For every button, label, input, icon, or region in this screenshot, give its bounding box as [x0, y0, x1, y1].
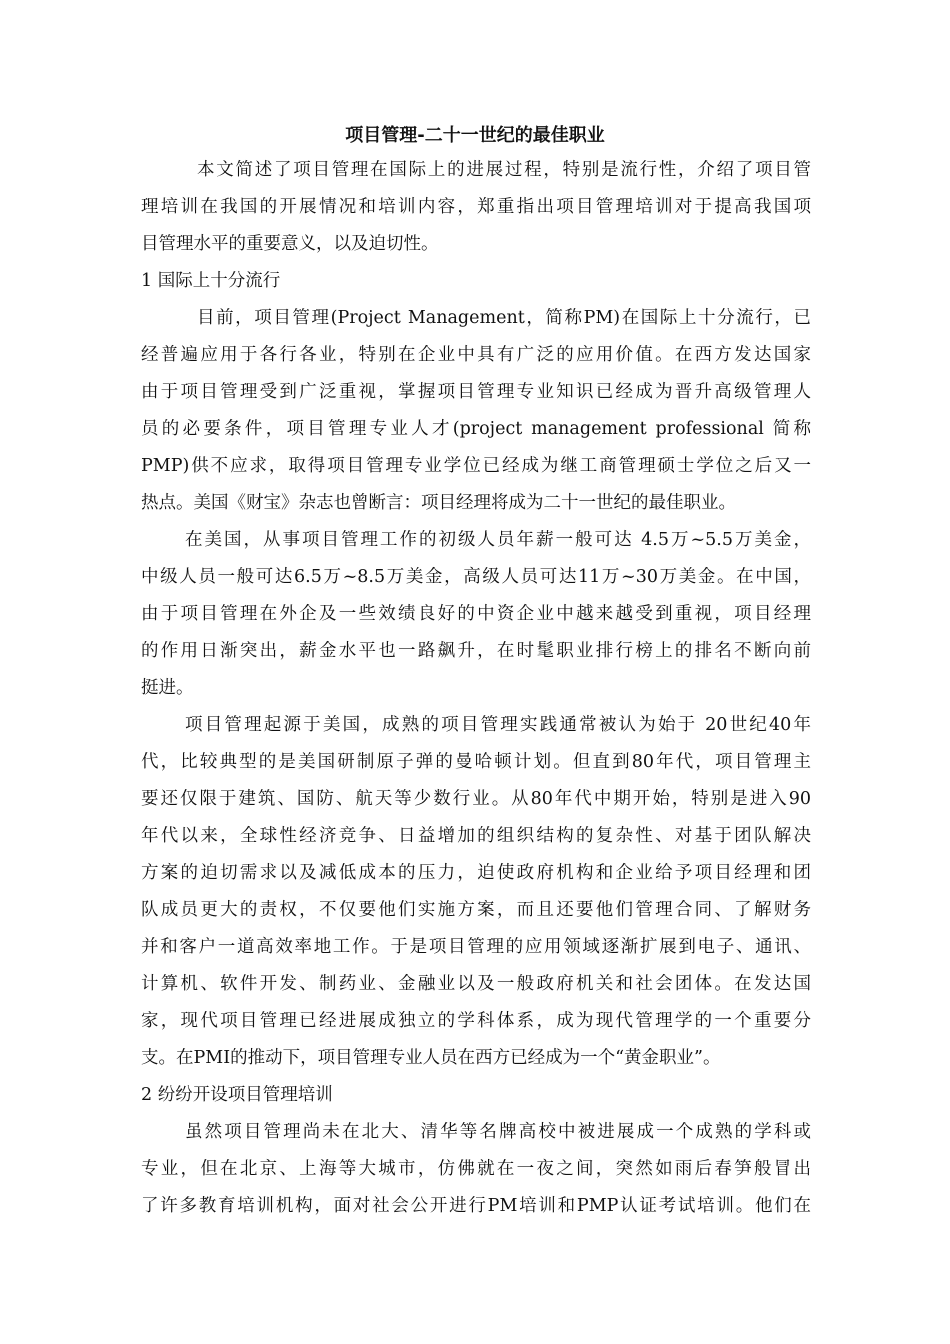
text-line: 目前，项目管理(Project Management，简称PM)在国际上十分流行，已	[197, 308, 811, 328]
text-line: 了许多教育培训机构，面对社会公开进行PM培训和PMP认证考试培训。他们在	[141, 1196, 811, 1216]
text-line: 目管理水平的重要意义，以及迫切性。	[141, 234, 439, 254]
text-line: 家，现代项目管理已经进展成独立的学科体系，成为现代管理学的一个重要分	[141, 1011, 811, 1031]
section-heading: 2 纷纷开设项目管理培训	[141, 1085, 333, 1105]
text-line: 并和客户一道高效率地工作。于是项目管理的应用领域逐渐扩展到电子、通讯、	[141, 937, 811, 957]
text-line: 员的必要条件，项目管理专业人才(project management professional 简称	[141, 419, 811, 439]
text-line: 虽然项目管理尚未在北大、清华等名牌高校中被进展成一个成熟的学科或	[185, 1122, 811, 1142]
text-line: 由于项目管理在外企及一些效绩良好的中资企业中越来越受到重视，项目经理	[141, 604, 811, 624]
section-heading: 1 国际上十分流行	[141, 271, 281, 291]
text-line: 方案的迫切需求以及减低成本的压力，迫使政府机构和企业给予项目经理和团	[141, 863, 811, 883]
text-line: 本文简述了项目管理在国际上的进展过程，特别是流行性，介绍了项目管	[197, 160, 811, 180]
text-line: 项目管理起源于美国，成熟的项目管理实践通常被认为始于 20世纪40年	[185, 715, 811, 735]
text-line: 队成员更大的责权，不仅要他们实施方案，而且还要他们管理合同、了解财务	[141, 900, 811, 920]
text-line: 支。在PMI的推动下，项目管理专业人员在西方已经成为一个“黄金职业”。	[141, 1048, 721, 1068]
text-line: 经普遍应用于各行各业，特别在企业中具有广泛的应用价值。在西方发达国家	[141, 345, 811, 365]
text-line: 理培训在我国的开展情况和培训内容，郑重指出项目管理培训对于提高我国项	[141, 197, 811, 217]
text-line: 挺进。	[141, 678, 194, 698]
text-line: 年代以来，全球性经济竞争、日益增加的组织结构的复杂性、对基于团队解决	[141, 826, 811, 846]
text-line: 中级人员一般可达6.5万~8.5万美金，高级人员可达11万~30万美金。在中国，	[141, 567, 811, 587]
text-line: PMP)供不应求，取得项目管理专业学位已经成为继工商管理硕士学位之后又一	[141, 456, 811, 476]
document-title: 项目管理-二十一世纪的最佳职业	[345, 125, 605, 146]
text-line: 要还仅限于建筑、国防、航天等少数行业。从80年代中期开始，特别是进入90	[141, 789, 811, 809]
text-line: 由于项目管理受到广泛重视，掌握项目管理专业知识已经成为晋升高级管理人	[141, 382, 811, 402]
text-line: 在美国，从事项目管理工作的初级人员年薪一般可达 4.5万~5.5万美金，	[185, 530, 811, 550]
text-line: 的作用日渐突出，薪金水平也一路飙升，在时髦职业排行榜上的排名不断向前	[141, 641, 811, 661]
text-line: 专业，但在北京、上海等大城市，仿佛就在一夜之间，突然如雨后春笋般冒出	[141, 1159, 811, 1179]
text-line: 热点。美国《财宝》杂志也曾断言：项目经理将成为二十一世纪的最佳职业。	[141, 493, 736, 513]
text-line: 代，比较典型的是美国研制原子弹的曼哈顿计划。但直到80年代，项目管理主	[141, 752, 811, 772]
text-line: 计算机、软件开发、制药业、金融业以及一般政府机关和社会团体。在发达国	[141, 974, 811, 994]
